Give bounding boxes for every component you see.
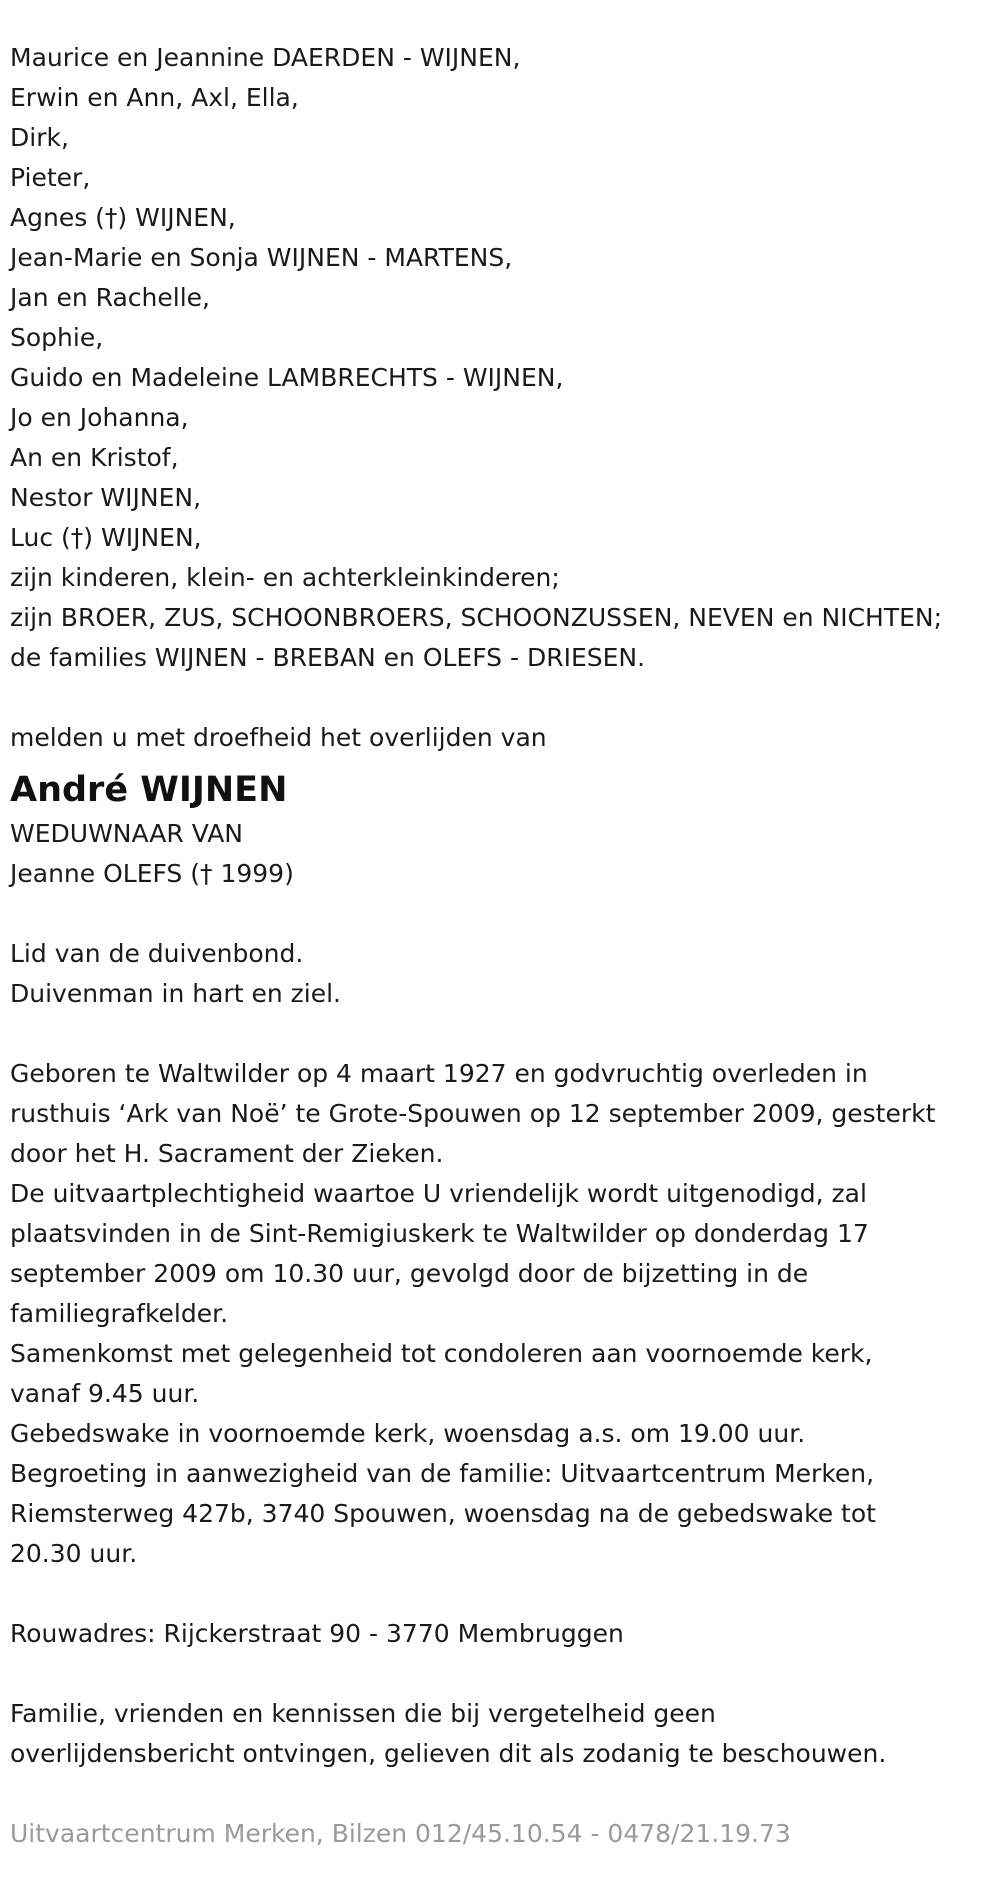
about-section xyxy=(10,934,990,1014)
deceased-spouse: Jeanne OLEFS († 1999) xyxy=(10,859,294,888)
family-line: Pieter, xyxy=(10,163,91,192)
details-line: Riemsterweg 427b, 3740 Spouwen, woensdag na de gebedswake tot xyxy=(10,1499,876,1528)
notice-line: Familie, vrienden en kennissen die bij vergetelheid geen xyxy=(10,1699,716,1728)
details-section xyxy=(10,1054,990,1574)
notice-line: overlijdensbericht ontvingen, gelieven dit als zodanig te beschouwen. xyxy=(10,1739,887,1768)
family-line: Guido en Madeleine LAMBRECHTS - WIJNEN, xyxy=(10,363,564,392)
family-line: Dirk, xyxy=(10,123,69,152)
spacer xyxy=(10,1574,990,1614)
spacer xyxy=(10,1654,990,1694)
deceased-relation: WEDUWNAAR VAN xyxy=(10,819,244,848)
details-line: door het H. Sacrament der Zieken. xyxy=(10,1139,444,1168)
deceased-name: André WIJNEN xyxy=(10,770,288,810)
announcement-text: melden u met droefheid het overlijden van xyxy=(10,723,547,752)
details-line: 20.30 uur. xyxy=(10,1539,138,1568)
family-line: Jo en Johanna, xyxy=(10,403,189,432)
mourning-address: Rouwadres: Rijckerstraat 90 - 3770 Membruggen xyxy=(10,1619,624,1648)
details-line: Begroeting in aanwezigheid van de familie: Uitvaartcentrum Merken, xyxy=(10,1459,875,1488)
family-line: Jean-Marie en Sonja WIJNEN - MARTENS, xyxy=(10,243,513,272)
family-list xyxy=(10,38,990,678)
family-line: Maurice en Jeannine DAERDEN - WIJNEN, xyxy=(10,43,521,72)
details-line: rusthuis ‘Ark van Noë’ te Grote-Spouwen op 12 september 2009, gesterkt xyxy=(10,1099,936,1128)
details-line: De uitvaartplechtigheid waartoe U vriendelijk wordt uitgenodigd, zal xyxy=(10,1179,867,1208)
details-line: vanaf 9.45 uur. xyxy=(10,1379,200,1408)
spacer xyxy=(10,678,990,718)
family-line: Jan en Rachelle, xyxy=(10,283,210,312)
details-line: september 2009 om 10.30 uur, gevolgd door de bijzetting in de xyxy=(10,1259,809,1288)
details-line: Gebedswake in voornoemde kerk, woensdag a.s. om 19.00 uur. xyxy=(10,1419,806,1448)
family-line: Nestor WIJNEN, xyxy=(10,483,202,512)
family-line: zijn kinderen, klein- en achterkleinkinderen; xyxy=(10,563,560,592)
about-line: Lid van de duivenbond. xyxy=(10,939,304,968)
family-line: An en Kristof, xyxy=(10,443,179,472)
spacer xyxy=(10,1774,990,1814)
family-line: Luc (†) WIJNEN, xyxy=(10,523,202,552)
details-line: familiegrafkelder. xyxy=(10,1299,229,1328)
family-line: zijn BROER, ZUS, SCHOONBROERS, SCHOONZUSSEN, NEVEN en NICHTEN; xyxy=(10,603,943,632)
spacer xyxy=(10,894,990,934)
details-line: Geboren te Waltwilder op 4 maart 1927 en godvruchtig overleden in xyxy=(10,1059,868,1088)
details-line: plaatsvinden in de Sint-Remigiuskerk te Waltwilder op donderdag 17 xyxy=(10,1219,869,1248)
family-line: Agnes (†) WIJNEN, xyxy=(10,203,236,232)
notice-section xyxy=(10,1694,990,1774)
funeral-home-footer: Uitvaartcentrum Merken, Bilzen 012/45.10.54 - 0478/21.19.73 xyxy=(10,1819,791,1848)
spacer xyxy=(10,1014,990,1054)
family-line: de families WIJNEN - BREBAN en OLEFS - DRIESEN. xyxy=(10,643,646,672)
about-line: Duivenman in hart en ziel. xyxy=(10,979,341,1008)
family-line: Erwin en Ann, Axl, Ella, xyxy=(10,83,299,112)
family-line: Sophie, xyxy=(10,323,104,352)
details-line: Samenkomst met gelegenheid tot condoleren aan voornoemde kerk, xyxy=(10,1339,873,1368)
